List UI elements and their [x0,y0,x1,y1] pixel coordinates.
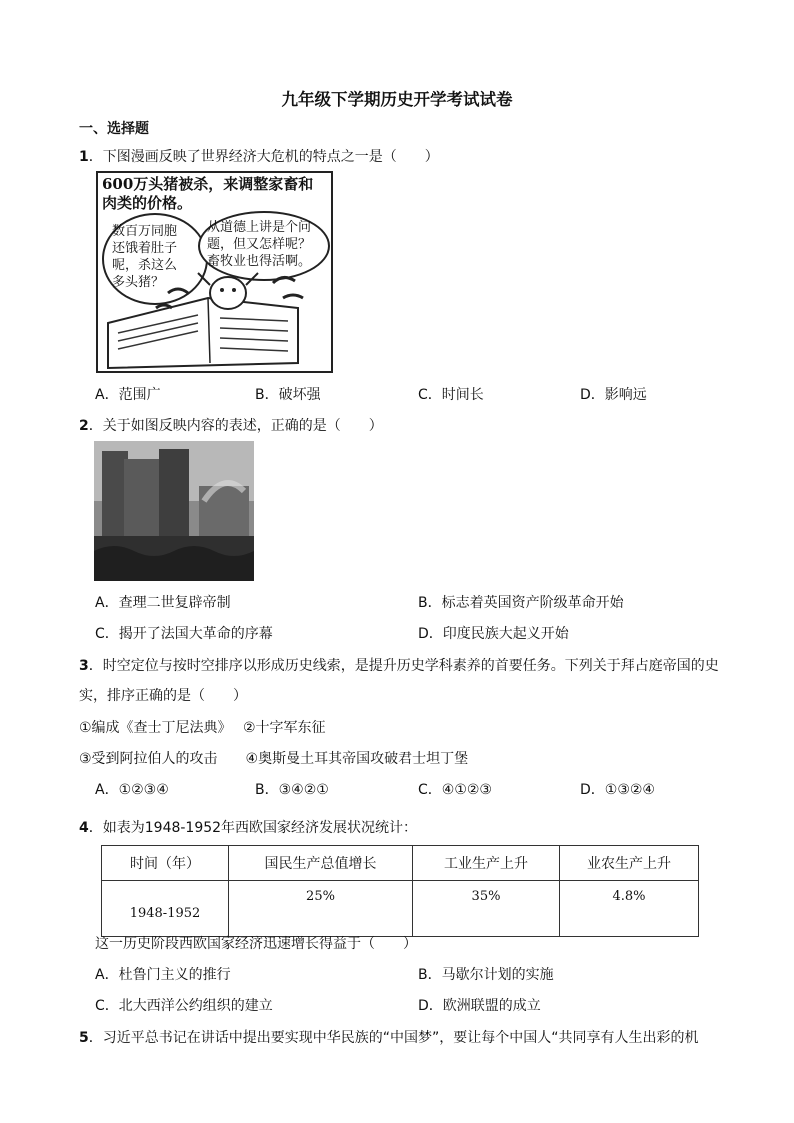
option-d: D．印度民族大起义开始 [418,626,569,642]
table-cell: 4.8% [560,881,699,937]
option-b: B．破坏强 [255,387,321,403]
question-text: ．习近平总书记在讲话中提出要实现中华民族的“中国梦”，要让每个中国人“共同享有人生出彩的机 [88,1030,699,1046]
table-header-cell: 时间（年） [102,846,229,881]
question-text: ．时空定位与按时空排序以形成历史线索，是提升历史学科素养的首要任务。下列关于拜占庭帝国的史 [88,658,719,674]
question-4-prompt: 这一历史阶段西欧国家经济迅速增长得益于（ ） [95,936,417,952]
cartoon-caption-line: 肉类的价格。 [102,194,193,212]
question-5 [79,1027,699,1047]
economy-table [101,845,699,937]
question-3 [79,655,719,675]
bastille-photo [94,441,254,581]
question-4 [79,817,417,837]
question-text: ．如表为1948-1952年西欧国家经济发展状况统计： [88,820,418,836]
option-c: C．北大西洋公约组织的建立 [95,998,273,1014]
question-number: 3 [79,658,89,674]
option-a: A．①②③④ [95,782,169,798]
cartoon-caption-line: 600万头猪被杀，来调整家畜和 [102,175,314,193]
question-3-items-2: ③受到阿拉伯人的攻击 ④奥斯曼土耳其帝国攻破君士坦丁堡 [79,751,469,767]
table-cell: 25% [229,881,413,937]
table-header-cell: 国民生产总值增长 [229,846,413,881]
table-header-row [102,846,699,881]
question-3-line-2: 实，排序正确的是（ ） [79,688,247,704]
speech-bubble-left-text: 数百万同胞 还饿着肚子 呢，杀这么 多头猪？ [112,224,178,290]
question-3-items-1: ①编成《查士丁尼法典》 ②十字军东征 [79,720,326,736]
table-cell: 35% [413,881,560,937]
table-header-cell: 工业生产上升 [413,846,560,881]
table-row [102,881,699,937]
question-2 [79,415,383,435]
option-d: D．①③②④ [580,782,655,798]
option-a: A．杜鲁门主义的推行 [95,967,231,983]
question-number: 1 [79,149,89,165]
option-b: B．③④②① [255,782,329,798]
cartoon-drawing [98,173,331,371]
exam-title: 九年级下学期历史开学考试试卷 [281,90,513,109]
question-1 [79,146,439,166]
question-text: ．关于如图反映内容的表述，正确的是（ ） [88,418,383,434]
option-b: B．标志着英国资产阶级革命开始 [418,595,624,611]
question-text: ．下图漫画反映了世界经济大危机的特点之一是（ ） [88,149,439,165]
option-d: D．欧洲联盟的成立 [418,998,541,1014]
question-number: 5 [79,1030,89,1046]
option-a: A．范围广 [95,387,161,403]
question-number: 2 [79,418,89,434]
option-d: D．影响远 [580,387,647,403]
speech-bubble-right-text: 从道德上讲是个问 题，但又怎样呢？ 畜牧业也得活啊。 [207,220,312,269]
table-cell: 1948-1952 [102,881,229,937]
option-c: C．④①②③ [418,782,492,798]
option-a: A．查理二世复辟帝制 [95,595,231,611]
option-c: C．时间长 [418,387,484,403]
question-number: 4 [79,820,89,836]
bastille-illustration [94,441,254,581]
option-b: B．马歇尔计划的实施 [418,967,554,983]
section-heading: 一、选择题 [79,121,149,137]
option-c: C．揭开了法国大革命的序幕 [95,626,273,642]
cartoon-image [96,171,333,373]
table-header-cell: 业农生产上升 [560,846,699,881]
